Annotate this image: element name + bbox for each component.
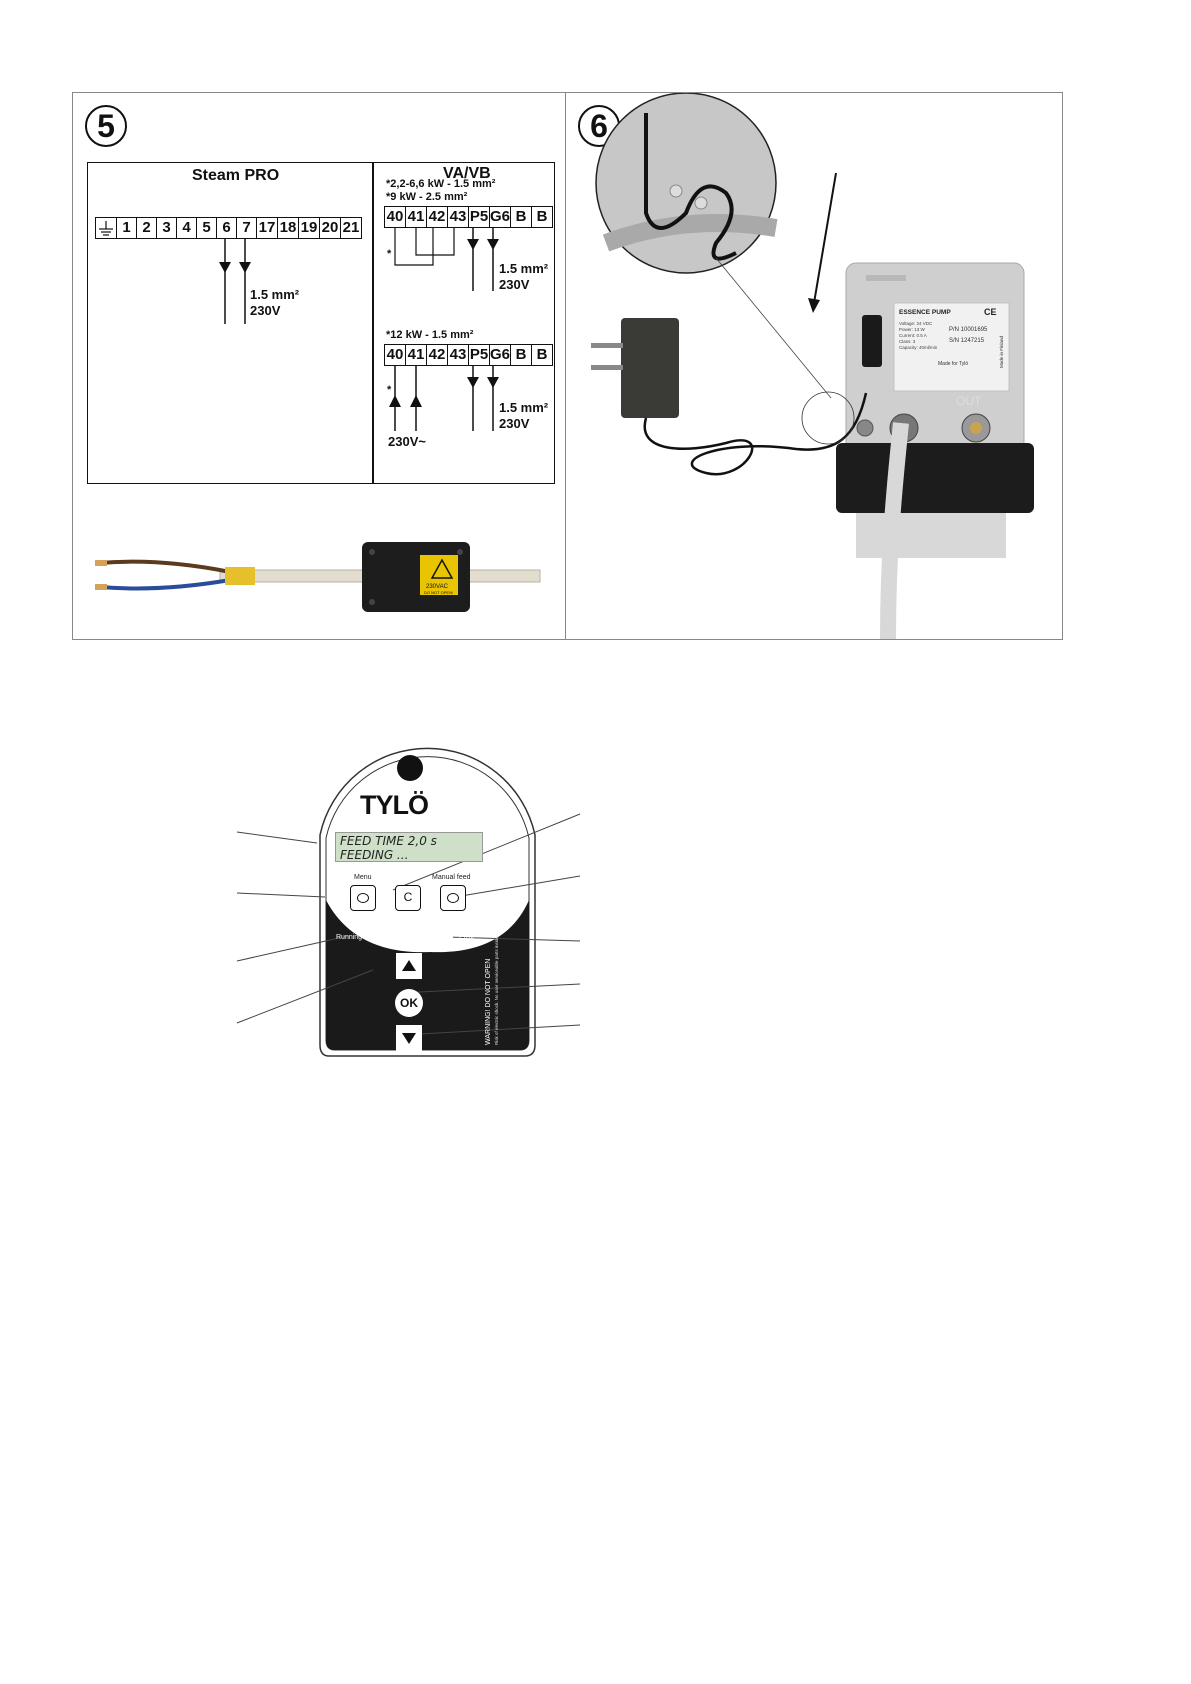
terminal-cell: 6 bbox=[216, 217, 237, 239]
lcd-display bbox=[335, 832, 483, 862]
pump-label-made-for: Made for Tylö bbox=[938, 361, 969, 367]
vavb-bottom-voltage: 230V bbox=[499, 416, 530, 431]
terminal-cell: G6 bbox=[489, 206, 511, 228]
terminal-cell: 4 bbox=[176, 217, 197, 239]
pump-photo bbox=[566, 93, 1062, 639]
up-button[interactable] bbox=[396, 953, 422, 979]
lcd-line-2: FEEDING ... bbox=[340, 848, 409, 862]
vavb-note-1 bbox=[386, 178, 495, 190]
terminal-cell: 42 bbox=[426, 206, 448, 228]
vavb-note-2 bbox=[386, 191, 467, 203]
pump-label-voltage: Voltage: 24 VDC bbox=[899, 321, 933, 326]
terminal-cell: 20 bbox=[319, 217, 341, 239]
manual-feed-label: Manual feed bbox=[432, 874, 471, 881]
c-button[interactable]: C bbox=[395, 885, 421, 911]
vavb-top-asterisk: * bbox=[387, 248, 392, 260]
steam-pro-terminal-strip bbox=[96, 217, 362, 239]
terminal-cell: 21 bbox=[340, 217, 362, 239]
running-label: Running bbox=[336, 934, 363, 941]
terminal-cell: 3 bbox=[156, 217, 177, 239]
note-text: 9 kW - 2.5 mm² bbox=[390, 191, 468, 203]
arrow-up-icon bbox=[396, 953, 422, 979]
tylo-logo: TYLÖ bbox=[360, 790, 428, 820]
terminal-cell: 41 bbox=[405, 206, 427, 228]
pump-label-class: Class: 3 bbox=[899, 339, 916, 344]
lcd-line-1: FEED TIME 2,0 s bbox=[340, 834, 437, 848]
note-text: 2,2-6,6 kW - 1.5 mm² bbox=[390, 178, 496, 190]
pump-label-title: ESSENCE PUMP bbox=[899, 309, 951, 316]
ce-mark: CE bbox=[984, 307, 997, 317]
vavb-supply-voltage: 230V~ bbox=[388, 434, 426, 449]
pump-label-made-in: Made in Finland bbox=[999, 335, 1004, 368]
terminal-cell: 18 bbox=[277, 217, 299, 239]
terminal-cell: 43 bbox=[447, 344, 469, 366]
warning-text: WARNING! DO NOT OPEN bbox=[485, 958, 492, 1045]
terminal-cell: B bbox=[531, 206, 553, 228]
error-led bbox=[445, 933, 453, 941]
terminal-cell: G6 bbox=[489, 344, 511, 366]
terminal-cell: 19 bbox=[298, 217, 320, 239]
vavb-bottom-wire-spec: 1.5 mm² bbox=[499, 400, 549, 415]
button-indicator-icon bbox=[357, 893, 369, 903]
terminal-cell: 40 bbox=[384, 206, 406, 228]
asterisk: * bbox=[386, 329, 391, 341]
terminal-cell: 5 bbox=[196, 217, 217, 239]
vavb-note-3 bbox=[386, 329, 473, 341]
pump-label-capacity: Capacity: 40ml/min bbox=[899, 345, 938, 350]
cable-label-voltage: 230VAC bbox=[426, 584, 448, 590]
pump-label-power: Power: 13 W bbox=[899, 327, 925, 332]
warning-subtext: Risk of electric shock. No user serviceable parts inside. bbox=[494, 934, 499, 1045]
error-label: Error bbox=[459, 934, 475, 941]
terminal-cell: 43 bbox=[447, 206, 469, 228]
pump-label-current: Current: 0.5 A bbox=[899, 333, 927, 338]
figure-5-number: 5 bbox=[85, 105, 127, 147]
asterisk: * bbox=[386, 178, 391, 190]
terminal-cell: B bbox=[510, 206, 532, 228]
terminal-cell: P5 bbox=[468, 206, 490, 228]
terminal-cell: B bbox=[510, 344, 532, 366]
vavb-terminal-strip-top bbox=[385, 206, 553, 228]
terminal-cell: 2 bbox=[136, 217, 157, 239]
ground-icon bbox=[96, 218, 116, 238]
manual-feed-button[interactable] bbox=[440, 885, 466, 911]
menu-button[interactable] bbox=[350, 885, 376, 911]
arrow-down-icon bbox=[396, 1025, 422, 1051]
steam-pro-voltage: 230V bbox=[250, 303, 281, 318]
terminal-cell: B bbox=[531, 344, 553, 366]
vavb-title: VA/VB bbox=[443, 165, 491, 182]
vavb-top-wire-spec: 1.5 mm² bbox=[499, 261, 549, 276]
button-indicator-icon bbox=[447, 893, 459, 903]
steam-pro-title: Steam PRO bbox=[192, 167, 280, 184]
asterisk: * bbox=[386, 191, 391, 203]
note-text: 12 kW - 1.5 mm² bbox=[390, 329, 474, 341]
cable-label-warning: DO NOT OPEN! bbox=[424, 590, 454, 595]
steam-pro-wires bbox=[87, 238, 372, 328]
terminal-cell: 7 bbox=[236, 217, 257, 239]
terminal-cell: 42 bbox=[426, 344, 448, 366]
vavb-terminal-strip-bottom bbox=[385, 344, 553, 366]
running-led bbox=[370, 933, 378, 941]
vavb-bottom-asterisk: * bbox=[387, 384, 392, 396]
ground-terminal bbox=[95, 217, 117, 239]
terminal-cell: 17 bbox=[256, 217, 278, 239]
terminal-cell: 41 bbox=[405, 344, 427, 366]
figure-6-number: 6 bbox=[578, 105, 620, 147]
ok-button[interactable]: OK bbox=[395, 989, 423, 1017]
pump-out-marking: OUT bbox=[956, 394, 982, 408]
terminal-cell: 1 bbox=[116, 217, 137, 239]
pump-label-pn: P/N 10001695 bbox=[949, 327, 988, 333]
pump-label-sn: S/N 1247215 bbox=[949, 338, 985, 344]
cable-photo bbox=[90, 530, 550, 620]
terminal-cell: P5 bbox=[468, 344, 490, 366]
terminal-cell: 40 bbox=[384, 344, 406, 366]
menu-label: Menu bbox=[354, 874, 372, 881]
vavb-top-voltage: 230V bbox=[499, 277, 530, 292]
down-button[interactable] bbox=[396, 1025, 422, 1051]
steam-pro-wire-spec: 1.5 mm² bbox=[250, 287, 300, 302]
